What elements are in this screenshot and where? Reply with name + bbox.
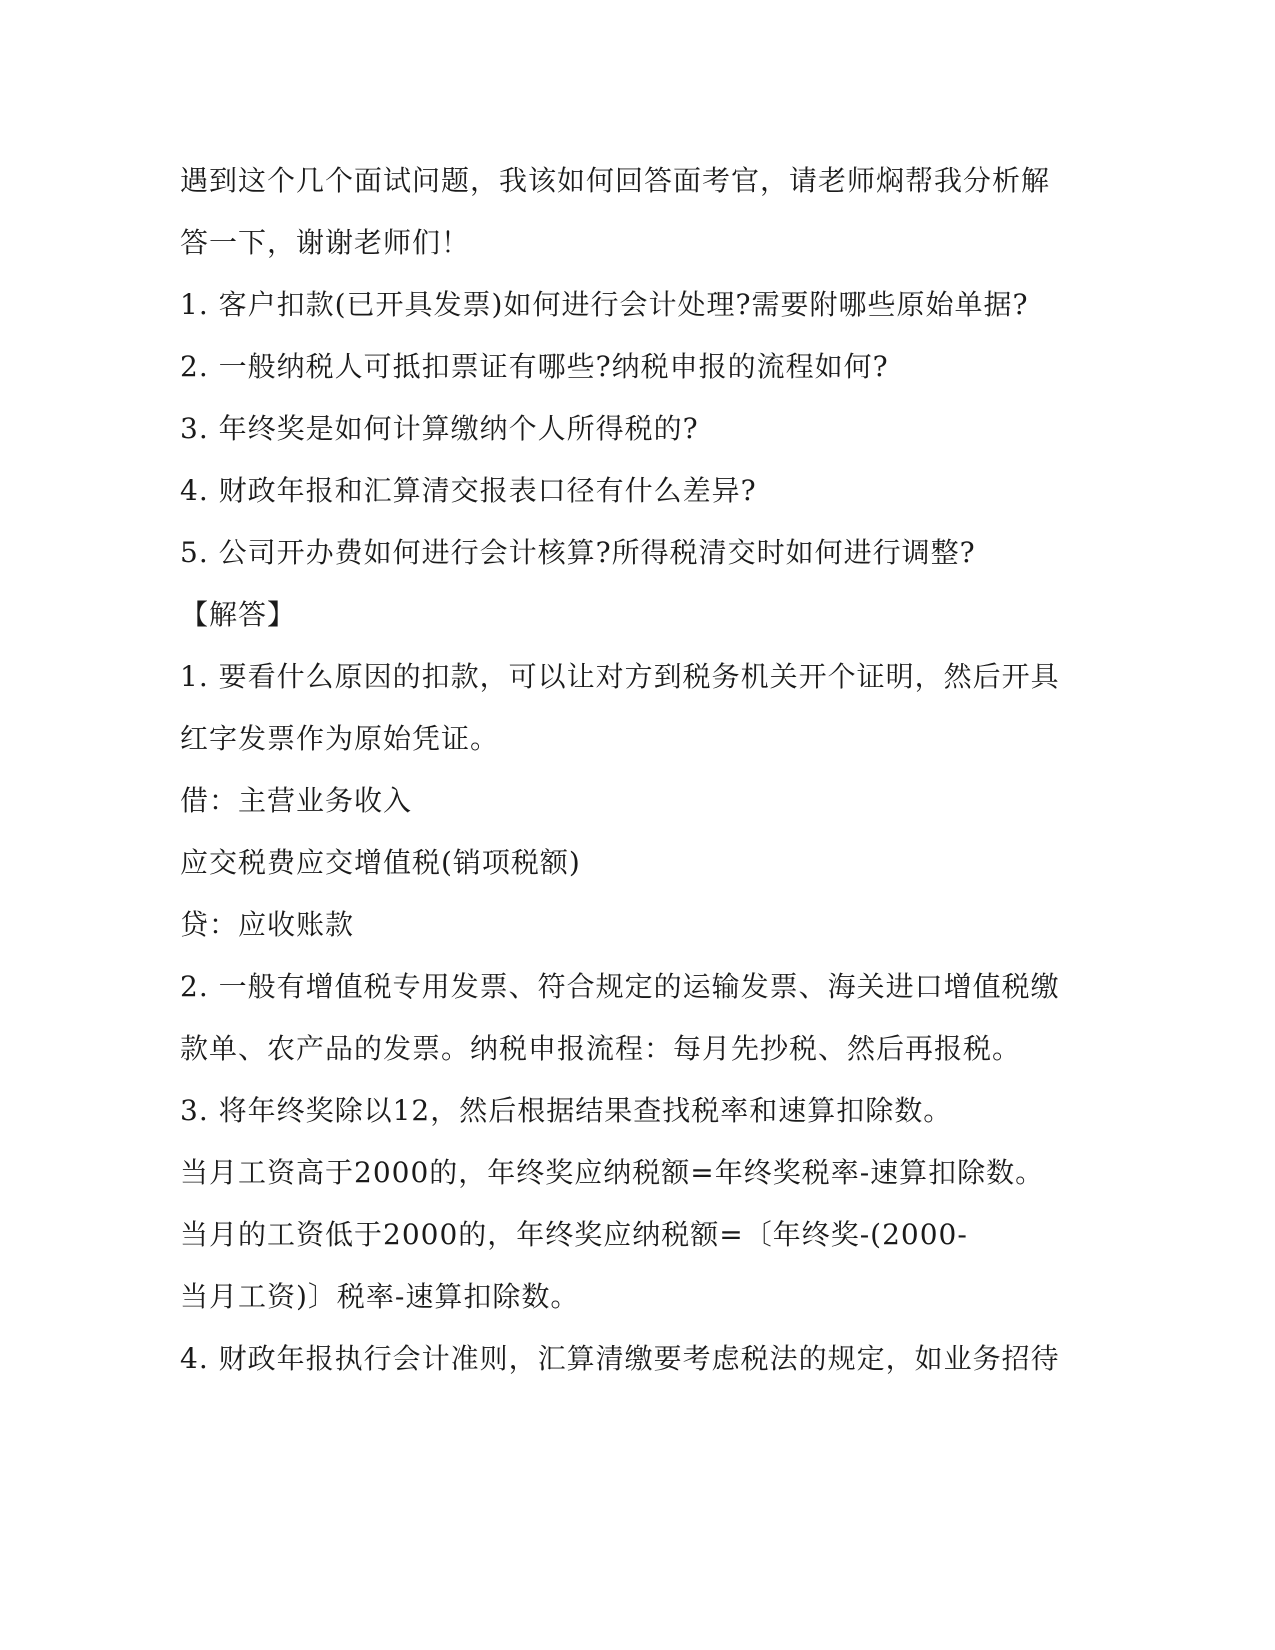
answer-3-line-2: 当月工资高于2000的，年终奖应纳税额=年终奖税率-速算扣除数。 [180,1156,1045,1189]
answer-1-line-1: 1. 要看什么原因的扣款，可以让对方到税务机关开个证明，然后开具 [180,660,1060,693]
answer-3-line-3: 当月的工资低于2000的，年终奖应纳税额=〔年终奖-(2000- [180,1218,968,1251]
answer-4-line-1: 4. 财政年报执行会计准则，汇算清缴要考虑税法的规定，如业务招待 [180,1342,1060,1375]
body-text [180,150,1080,1390]
answer-2-line-2: 款单、农产品的发票。纳税申报流程：每月先抄税、然后再报税。 [180,1032,1022,1065]
intro-line-1: 遇到这个几个面试问题，我该如何回答面考官，请老师焖帮我分析解 [180,164,1051,197]
question-2: 2. 一般纳税人可抵扣票证有哪些?纳税申报的流程如何? [180,350,889,383]
question-5: 5. 公司开办费如何进行会计核算?所得税清交时如何进行调整? [180,536,976,569]
question-4: 4. 财政年报和汇算清交报表口径有什么差异? [180,474,757,507]
question-3: 3. 年终奖是如何计算缴纳个人所得税的? [180,412,699,445]
journal-debit: 借：主营业务收入 [180,784,413,817]
answer-1-line-2: 红字发票作为原始凭证。 [180,722,500,755]
journal-tax: 应交税费应交增值税(销项税额) [180,846,581,879]
journal-credit: 贷：应收账款 [180,908,355,941]
answer-heading: 【解答】 [180,598,297,631]
question-1: 1. 客户扣款(已开具发票)如何进行会计处理?需要附哪些原始单据? [180,288,1029,321]
intro-line-2: 答一下，谢谢老师们！ [180,226,471,259]
answer-3-line-1: 3. 将年终奖除以12，然后根据结果查找税率和速算扣除数。 [180,1094,953,1127]
answer-3-line-4: 当月工资)〕税率-速算扣除数。 [180,1280,580,1313]
answer-2-line-1: 2. 一般有增值税专用发票、符合规定的运输发票、海关进口增值税缴 [180,970,1060,1003]
